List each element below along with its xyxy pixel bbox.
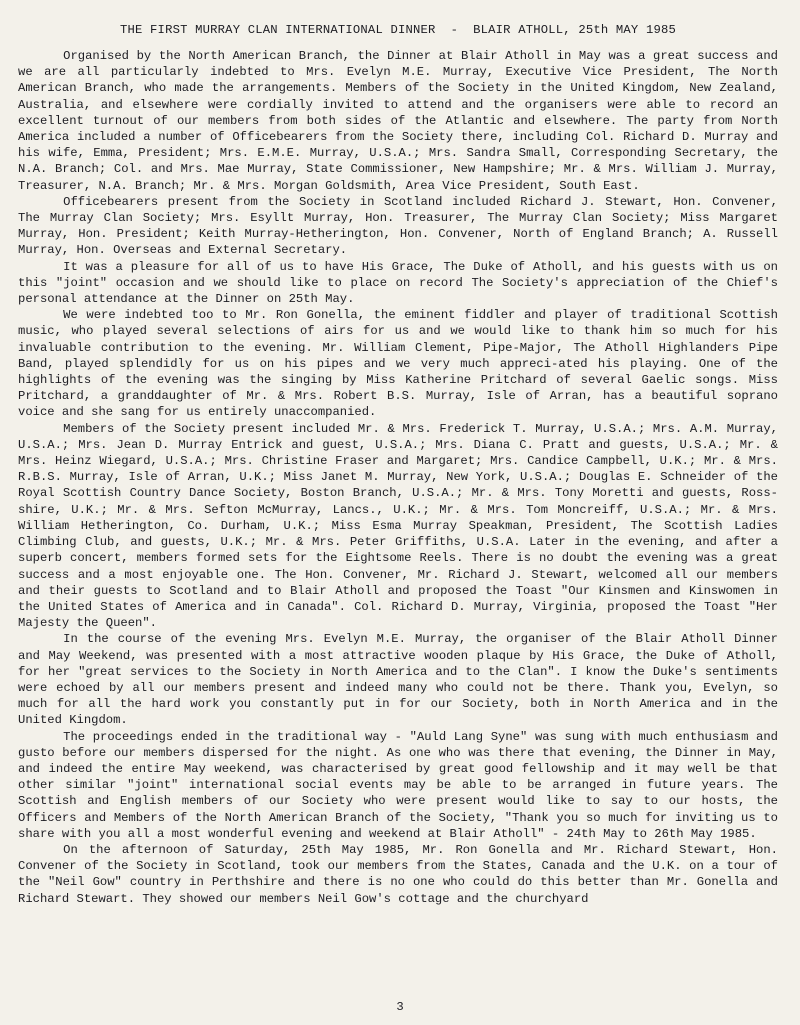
paragraph: In the course of the evening Mrs. Evelyn M.E. Murray, the organiser of the Blair Atholl Dinner and May Weekend, was presented with a most attractive wooden plaque by His Grace, the Duke of Atholl, for her "great services to the Society in North America and to the Clan". I know the Duke's sentiments were echoed by all our members present and indeed many who could not be there. Thank you, Evelyn, so much for all the hard work you constantly put in for our Society, both in North America and in the United Kingdom.	[18, 632, 778, 728]
paragraph: The proceedings ended in the traditional way - "Auld Lang Syne" was sung with much enthusiasm and gusto before our members dispersed for the night. As one who was there that evening, the Dinner in May, and indeed the entire May weekend, was characterised by great good fellowship and it may well be that other similar "joint" international social events may be able to be arranged in future years. The Scottish and English members of our Society who were present would like to say to our hosts, the Officers and Members of the North American Branch of the Society, "Thank you so much for inviting us to share with you all a most wonderful evening and weekend at Blair Atholl" - 24th May to 26th May 1985.	[18, 729, 778, 841]
paragraph: Members of the Society present included Mr. & Mrs. Frederick T. Murray, U.S.A.; Mrs. A.M. Murray, U.S.A.; Mrs. Jean D. Murray Entrick and guest, U.S.A.; Mrs. Diana C. Pratt and guests, U.S.A.; Mr. & Mrs. Heinz Wiegard, U.S.A.; Mrs. Christine Fraser and Margaret; Mrs. Candice Campbell, U.K.; Mr. & Mrs. R.B.S. Murray, Isle of Arran, U.K.; Miss Janet M. Murray, New York, U.S.A.; Douglas E. Schneider of the Royal Scottish Country Dance Society, Boston Branch, U.S.A.; Mr. & Mrs. Tony Moretti and guests, Ross-shire, U.K.; Mr. & Mrs. Sefton McMurray, Lancs., U.K.; Mr. & Mrs. Tom Moncreiff, U.S.A.; Mr. & Mrs. William Hetherington, Co. Durham, U.K.; Miss Esma Murray Speakman, President, The Scottish Ladies Climbing Club, and guests, U.K.; Mr. & Mrs. Peter Griffiths, U.S.A. Later in the evening, and after a superb concert, members formed sets for the Eightsome Reels. There is no doubt the evening was a great success and a most enjoyable one. The Hon. Convener, Mr. Richard J. Stewart, welcomed all our members and their guests to Scotland and to Blair Atholl and proposed the Toast "Our Kinsmen and Kinswomen in the United States of America and in Canada". Col. Richard D. Murray, Virginia, proposed the Toast "Her Majesty the Queen".	[18, 421, 778, 631]
paragraph: Organised by the North American Branch, the Dinner at Blair Atholl in May was a great success and we are all particularly indebted to Mrs. Evelyn M.E. Murray, Executive Vice President, The North American Branch, who made the arrangements. Members of the Society in the United Kingdom, New Zealand, Australia, and elsewhere were cordially invited to attend and the organisers were able to record an excellent turnout of our members from both sides of the Atlantic and elsewhere. The party from North America included a number of Officebearers from the Society there, including Col. Richard D. Murray and his wife, Emma, President; Mrs. E.M.E. Murray, U.S.A.; Mrs. Sandra Small, Corresponding Secretary, the N.A. Branch; Col. and Mrs. Mae Murray, State Commissioner, New Hampshire; Mr. & Mrs. William J. Murray, Treasurer, N.A. Branch; Mr. & Mrs. Morgan Goldsmith, Area Vice President, South East.	[18, 49, 778, 193]
article-title: THE FIRST MURRAY CLAN INTERNATIONAL DINNER - BLAIR ATHOLL, 25th MAY 1985	[119, 23, 676, 37]
article-body	[18, 48, 778, 907]
paragraph: It was a pleasure for all of us to have His Grace, The Duke of Atholl, and his guests with us on this "joint" occasion and we should like to place on record The Society's appreciation of the Chief's personal attendance at the Dinner on 25th May.	[18, 259, 778, 307]
paragraph: Officebearers present from the Society in Scotland included Richard J. Stewart, Hon. Convener, The Murray Clan Society; Mrs. Esyllt Murray, Hon. Treasurer, The Murray Clan Society; Miss Margaret Murray, Hon. President; Keith Murray-Hetherington, Hon. Convener, North of England Branch; A. Russell Murray, Hon. Overseas and External Secretary.	[18, 194, 778, 258]
paragraph: On the afternoon of Saturday, 25th May 1985, Mr. Ron Gonella and Mr. Richard Stewart, Hon. Convener of the Society in Scotland, took our members from the States, Canada and the U.K. on a tour of the "Neil Gow" country in Perthshire and there is no one who could do this better than Mr. Gonella and Richard Stewart. They showed our members Neil Gow's cottage and the churchyard	[18, 842, 778, 906]
paragraph: We were indebted too to Mr. Ron Gonella, the eminent fiddler and player of traditional Scottish music, who played several selections of airs for us and we would like to thank him so much for his invaluable contribution to the evening. Mr. William Clement, Pipe-Major, The Atholl Highlanders Pipe Band, played splendidly for us on his pipes and we very much appreci-ated his playing. One of the highlights of the evening was the singing by Miss Katherine Pritchard of several Gaelic songs. Miss Pritchard, a granddaughter of Mr. & Mrs. Robert B.S. Murray, Isle of Arran, has a beautiful soprano voice and she sang for us entirely unaccompanied.	[18, 308, 778, 420]
page-number: 3	[396, 1000, 404, 1014]
